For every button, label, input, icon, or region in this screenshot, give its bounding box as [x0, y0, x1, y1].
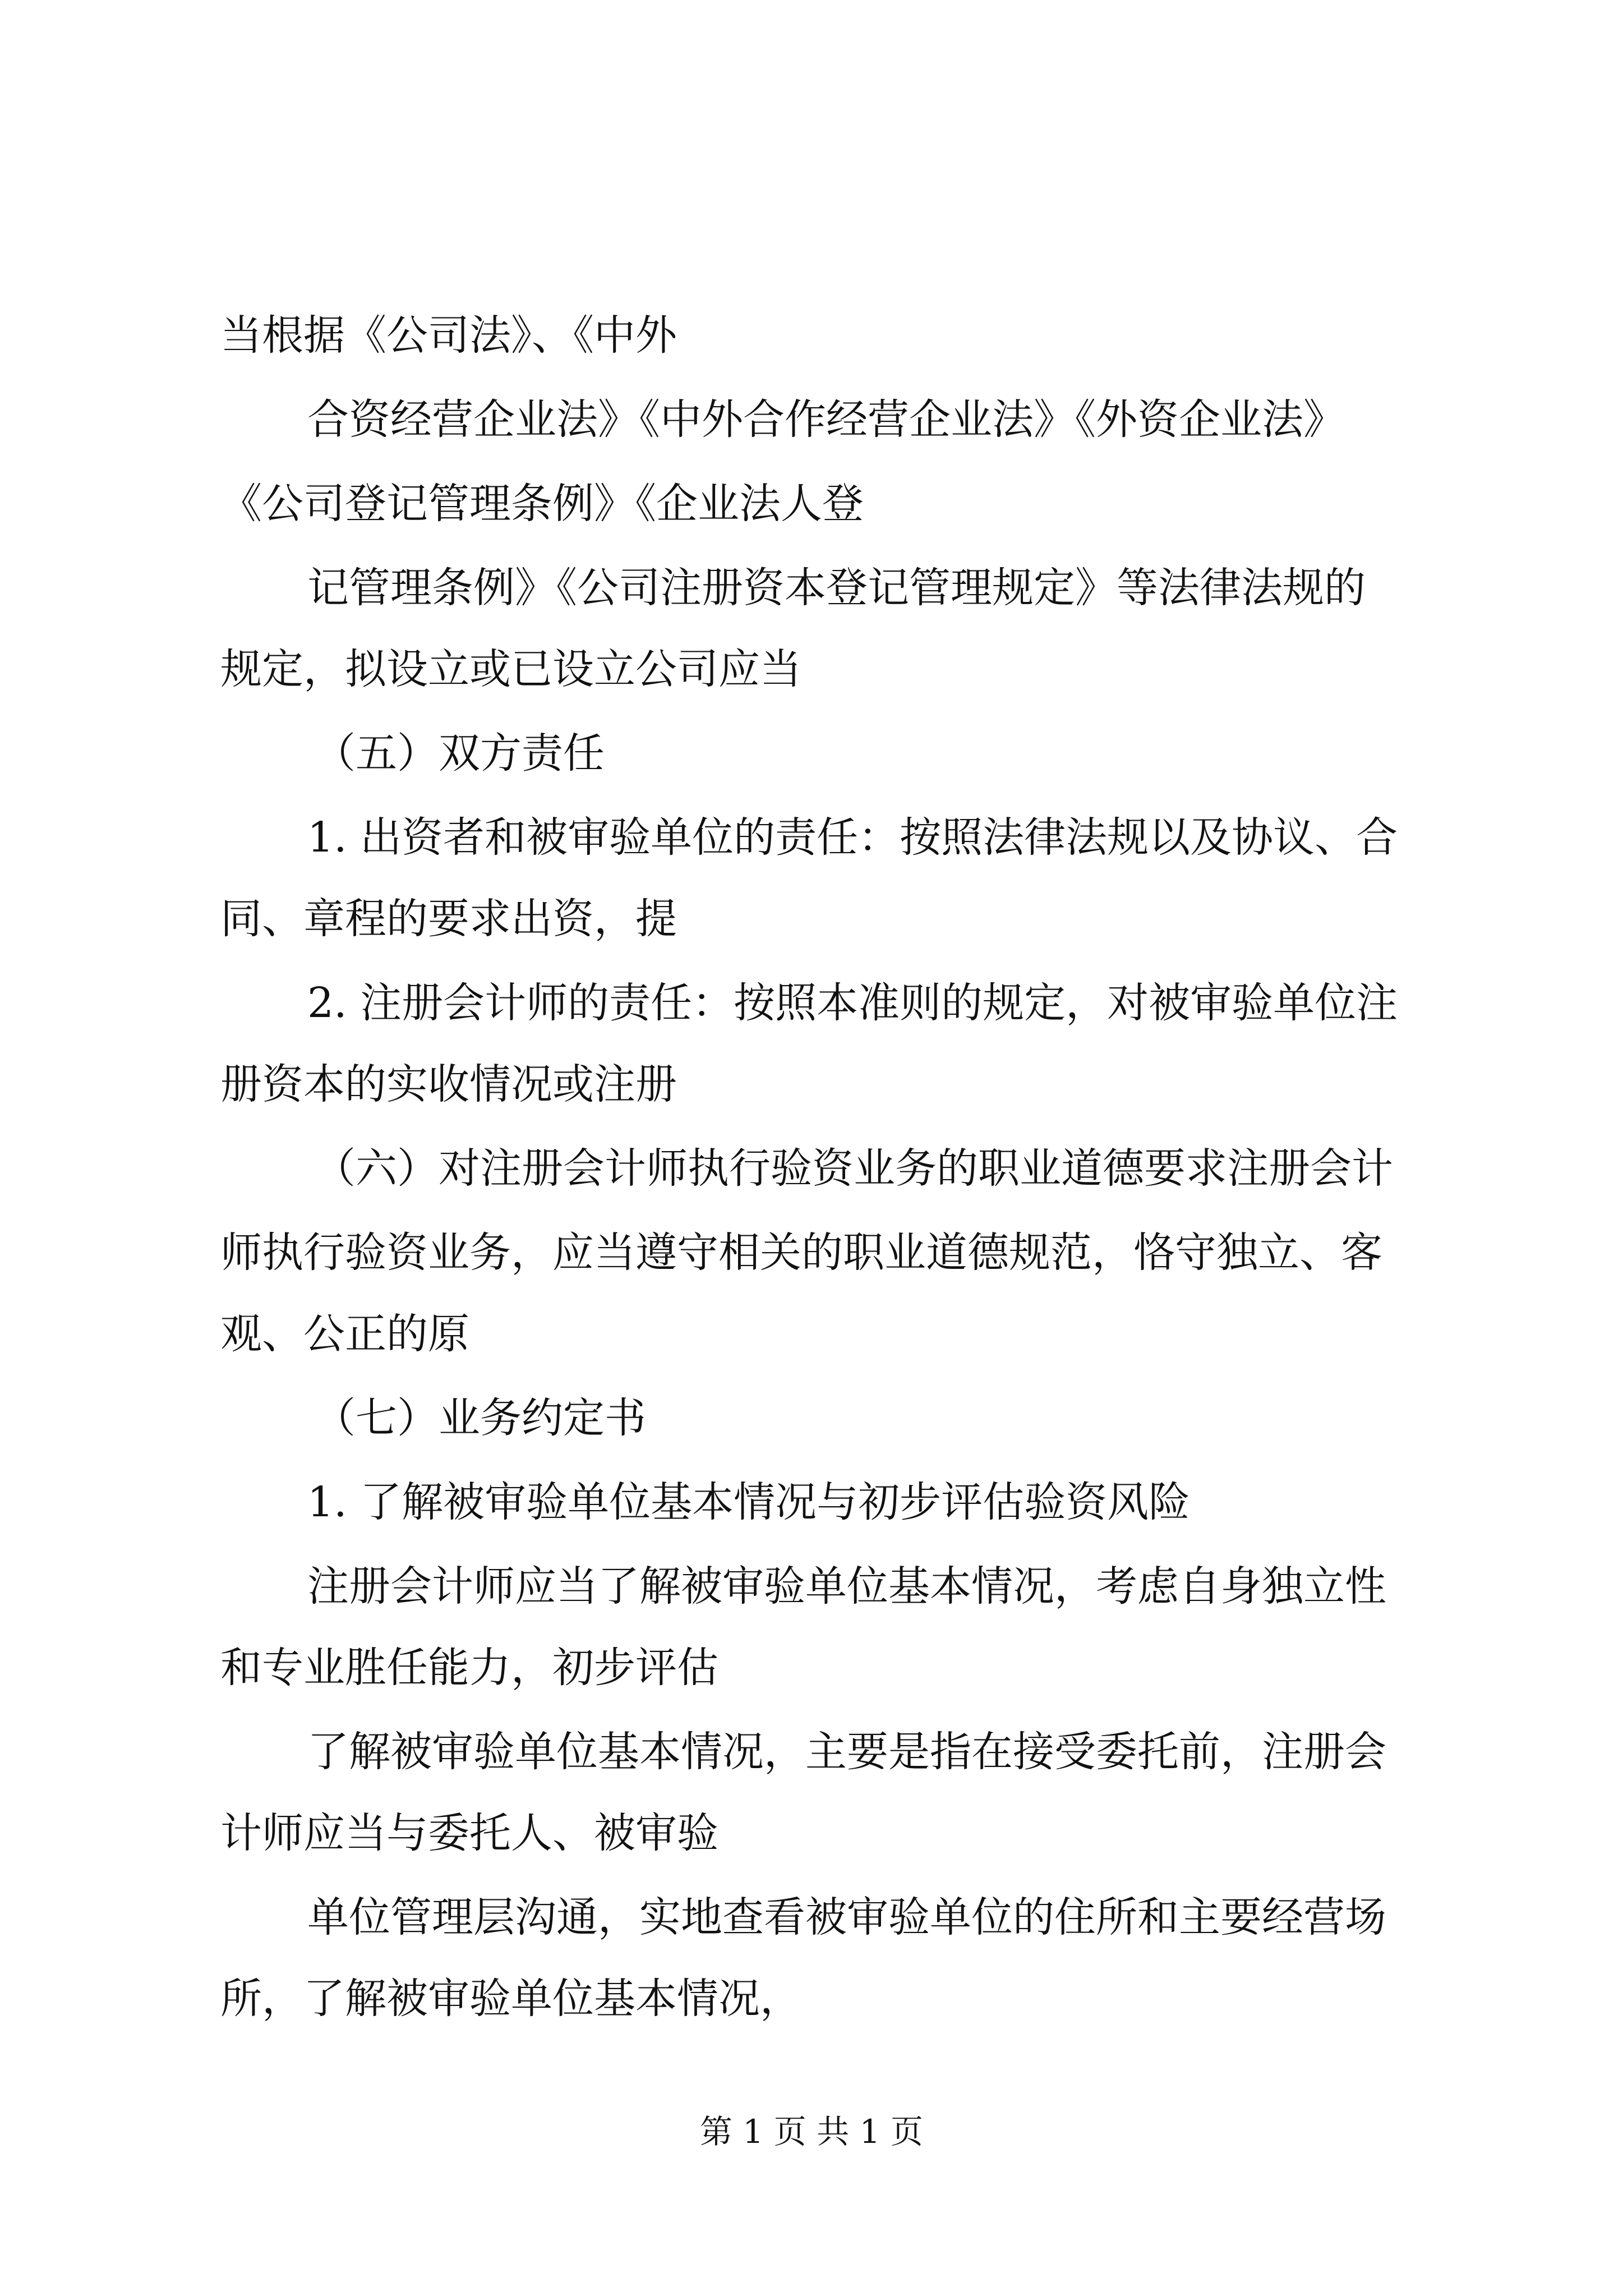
text-line: 《公司登记管理条例》《企业法人登: [220, 480, 864, 528]
text-line: 记管理条例》《公司注册资本登记管理规定》等法律法规的: [307, 564, 1366, 612]
text-line: 册资本的实收情况或注册: [220, 1060, 677, 1108]
text-line: 1. 了解被审验单位基本情况与初步评估验资风险: [307, 1478, 1191, 1526]
section-heading: （六）对注册会计师执行验资业务的职业道德要求注册会计: [314, 1144, 1393, 1193]
section-heading: （五）双方责任: [314, 729, 605, 777]
text-line: 计师应当与委托人、被审验: [220, 1809, 718, 1857]
text-line: 合资经营企业法》《中外合作经营企业法》《外资企业法》: [307, 395, 1345, 444]
text-line: 所，了解被审验单位基本情况，: [220, 1975, 801, 2023]
text-line: 单位管理层沟通，实地查看被审验单位的住所和主要经营场: [307, 1893, 1386, 1941]
text-line: 2. 注册会计师的责任：按照本准则的规定，对被审验单位注: [307, 979, 1398, 1027]
page-footer: 第 1 页 共 1 页: [700, 2113, 923, 2151]
text-line: 师执行验资业务，应当遵守相关的职业道德规范，恪守独立、客: [220, 1228, 1382, 1277]
text-line: 当根据《公司法》、《中外: [220, 311, 677, 360]
text-line: 和专业胜任能力，初步评估: [220, 1644, 718, 1692]
text-line: 同、章程的要求出资，提: [220, 895, 677, 943]
section-heading: （七）业务约定书: [314, 1394, 646, 1442]
text-line: 观、公正的原: [220, 1310, 469, 1358]
text-line: 注册会计师应当了解被审验单位基本情况，考虑自身独立性: [307, 1562, 1386, 1611]
text-line: 1. 出资者和被审验单位的责任：按照法律法规以及协议、合: [307, 813, 1398, 862]
text-line: 了解被审验单位基本情况，主要是指在接受委托前，注册会: [307, 1728, 1386, 1776]
text-line: 规定，拟设立或已设立公司应当: [220, 645, 801, 693]
